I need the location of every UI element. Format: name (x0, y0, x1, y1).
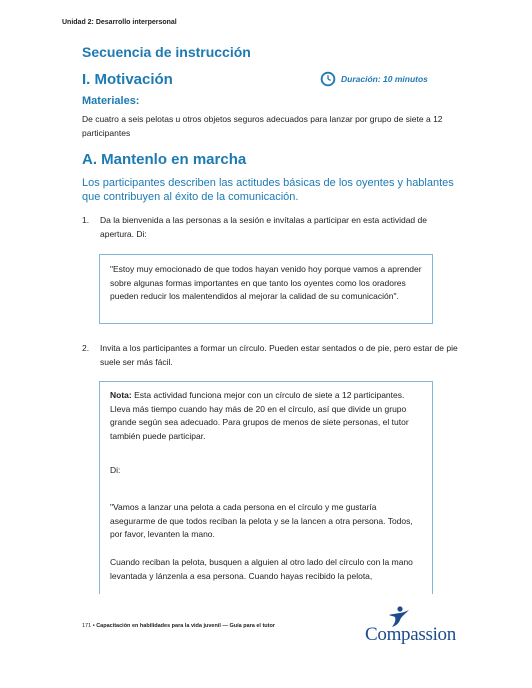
materials-heading: Materiales: (82, 95, 140, 107)
note-box (99, 381, 433, 594)
script-box (99, 254, 433, 324)
note-text: Esta actividad funciona mejor con un círculo de siete a 12 participantes. Lleva más tiempo cuando hay más de 20 en el círculo, así que divide un grupo grande según sea adecuado. Para grupos de menos de siete personas, el tutor también puede participar. (110, 390, 409, 441)
clock-icon (320, 71, 336, 87)
note-paragraph (110, 389, 420, 443)
list-item-number: 1. (82, 215, 90, 225)
note-label: Nota: (110, 390, 132, 400)
script-quote: Cuando reciban la pelota, busquen a alguien al otro lado del círculo con la mano levantada y lánzenla a esa persona. Cuando hayas recibido la pelota, (110, 557, 413, 581)
list-item (82, 213, 462, 243)
part-a-heading: A. Mantenlo en marcha (82, 151, 247, 168)
list-item-text: Da la bienvenida a las personas a la sesión e invítalas a participar en esta actividad de apertura. Di: (100, 215, 427, 239)
footer-text: Capacitación en habilidades para la vida juvenil — Guía para el tutor (96, 623, 275, 629)
say-label: Di: (110, 465, 121, 475)
page-footer (82, 623, 275, 629)
page-number: 171 (82, 623, 92, 629)
materials-text: De cuatro a seis pelotas u otros objetos seguros adecuados para lanzar por grupo de siete a 12 participantes (82, 114, 443, 138)
duration-label (320, 70, 428, 88)
logo-wordmark: Compassion (365, 624, 456, 645)
list-item (82, 341, 462, 371)
script-quote: "Vamos a lanzar una pelota a cada persona en el círculo y me gustaría asegurarme de que todos reciban la pelota y se la lancen a otra persona. Todos, por favor, levanten la mano. (110, 502, 413, 539)
list-item-text: Invita a los participantes a formar un círculo. Pueden estar sentados o de pie, pero estar de pie suele ser más fácil. (100, 343, 458, 367)
objective-text: Los participantes describen las actitudes básicas de los oyentes y hablantes que contribuyen al éxito de la comunicación. (82, 177, 454, 203)
list-item-number: 2. (82, 343, 90, 353)
duration-text: Duración: 10 minutos (341, 74, 428, 84)
section-title: Secuencia de instrucción (82, 44, 251, 60)
script-quote: "Estoy muy emocionado de que todos hayan venido hoy porque vamos a aprender sobre algunas formas importantes en que tanto los oyentes como los oradores pueden reducir los malentendidos al mejorar la calidad de su comunicación". (110, 264, 422, 301)
compassion-logo (365, 606, 465, 646)
footer-bullet: • (92, 623, 95, 629)
running-header: Unidad 2: Desarrollo interpersonal (62, 19, 177, 26)
motivation-heading: I. Motivación (82, 71, 173, 88)
